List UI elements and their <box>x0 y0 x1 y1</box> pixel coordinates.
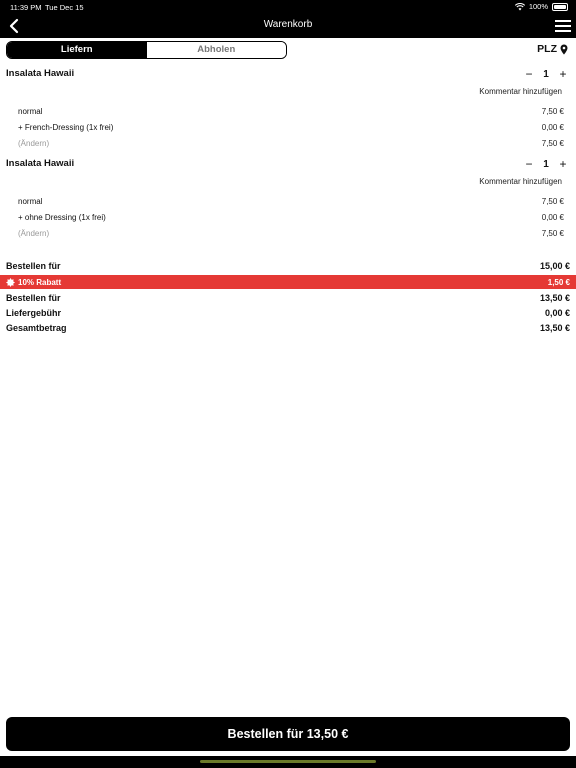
item-option-row <box>18 107 564 116</box>
status-right <box>515 2 568 11</box>
delivery-fee-value: 0,00 € <box>544 308 570 318</box>
increase-quantity-button[interactable]: + <box>559 67 567 81</box>
place-order-button[interactable]: Bestellen für 13,50 € <box>6 717 570 751</box>
option-price: 7,50 € <box>541 107 564 116</box>
status-bar <box>0 0 576 14</box>
option-label: + French-Dressing (1x frei) <box>18 123 114 132</box>
hamburger-menu-icon[interactable] <box>555 19 571 33</box>
cart-item <box>0 158 576 243</box>
plz-selector[interactable] <box>537 43 568 55</box>
discount-badge-icon <box>6 278 15 287</box>
decrease-quantity-button[interactable]: − <box>525 67 533 81</box>
item-edit-row <box>18 139 564 148</box>
status-date: Tue Dec 15 <box>45 3 84 12</box>
option-label: normal <box>18 197 43 206</box>
item-option-row <box>18 213 564 222</box>
order-subtotal-row <box>6 259 570 273</box>
delivery-mode-switch <box>6 41 287 59</box>
cart-item <box>0 68 576 153</box>
option-price: 0,00 € <box>541 123 564 132</box>
quantity-stepper <box>522 68 570 80</box>
status-time: 11:39 PM <box>10 3 42 12</box>
plz-label: PLZ <box>537 43 557 55</box>
edit-item-link[interactable]: (Ändern) <box>18 139 50 148</box>
tab-delivery[interactable]: Liefern <box>7 42 147 58</box>
tab-pickup[interactable]: Abholen <box>147 42 287 58</box>
option-label: normal <box>18 107 43 116</box>
page-title: Warenkorb <box>263 19 313 30</box>
item-edit-row <box>18 229 564 238</box>
increase-quantity-button[interactable]: + <box>559 157 567 171</box>
order-subtotal-label: Bestellen für <box>6 261 61 271</box>
nav-bar <box>0 14 576 38</box>
discount-label: 10% Rabatt <box>18 277 62 287</box>
order-subtotal-value: 15,00 € <box>539 261 570 271</box>
option-label: + ohne Dressing (1x frei) <box>18 213 106 222</box>
option-price: 7,50 € <box>541 197 564 206</box>
quantity-stepper <box>522 158 570 170</box>
item-subtotal: 7,50 € <box>541 229 564 238</box>
home-indicator-bar <box>0 756 576 768</box>
discount-banner <box>0 275 576 289</box>
discount-value: 1,50 € <box>547 277 570 287</box>
edit-item-link[interactable]: (Ändern) <box>18 229 50 238</box>
delivery-fee-label: Liefergebühr <box>6 308 62 318</box>
add-comment-link[interactable]: Kommentar hinzufügen <box>479 177 562 186</box>
battery-percent: 100% <box>528 2 548 11</box>
quantity-value: 1 <box>543 158 549 170</box>
order-after-discount-row <box>6 291 570 305</box>
order-after-discount-label: Bestellen für <box>6 293 61 303</box>
grand-total-value: 13,50 € <box>539 323 570 333</box>
add-comment-link[interactable]: Kommentar hinzufügen <box>479 87 562 96</box>
quantity-value: 1 <box>543 68 549 80</box>
grand-total-row <box>6 321 570 335</box>
item-option-row <box>18 123 564 132</box>
grand-total-label: Gesamtbetrag <box>6 323 67 333</box>
option-price: 0,00 € <box>541 213 564 222</box>
battery-icon <box>552 3 568 11</box>
decrease-quantity-button[interactable]: − <box>525 157 533 171</box>
order-after-discount-value: 13,50 € <box>539 293 570 303</box>
wifi-icon <box>515 3 525 11</box>
item-option-row <box>18 197 564 206</box>
item-title: Insalata Hawaii <box>6 68 75 79</box>
home-indicator[interactable] <box>200 760 376 763</box>
item-subtotal: 7,50 € <box>541 139 564 148</box>
item-title: Insalata Hawaii <box>6 158 75 169</box>
location-pin-icon <box>560 44 568 55</box>
delivery-fee-row <box>6 306 570 320</box>
